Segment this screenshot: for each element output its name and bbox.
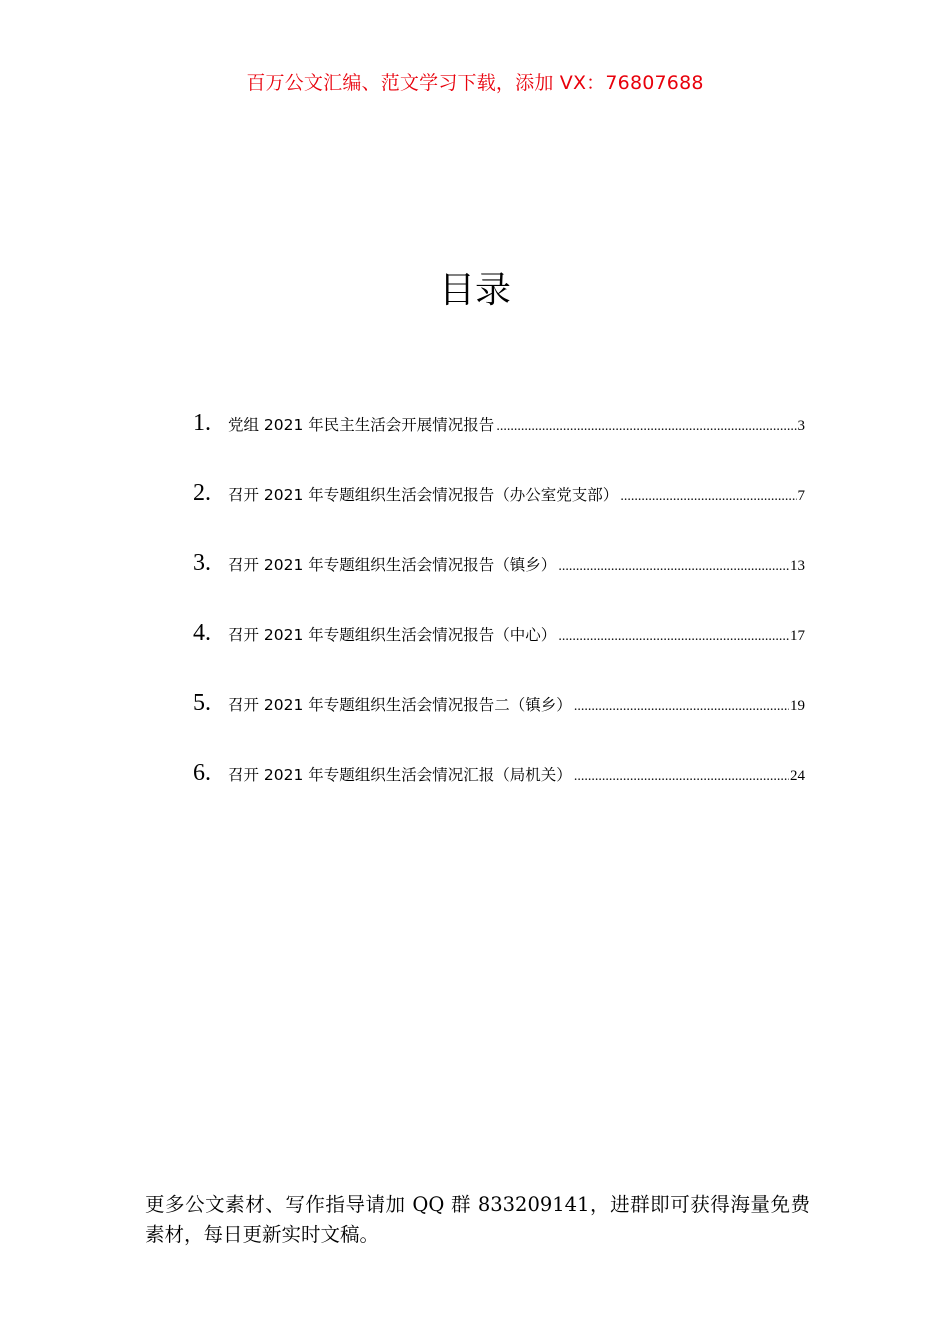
toc-entry-page: 17 (790, 628, 805, 644)
toc-entry-title: 召开 2021 年专题组织生活会情况报告二（镇乡） (228, 696, 572, 714)
header-banner: 百万公文汇编、范文学习下载，添加 VX：76807688 (246, 72, 704, 94)
page-title: 目录 (438, 270, 511, 311)
toc-entry-number: 3. (193, 550, 211, 576)
toc-entry-number: 6. (193, 760, 211, 786)
table-of-contents (193, 410, 805, 830)
toc-entry-number: 1. (193, 410, 211, 436)
toc-leader-dots (558, 629, 789, 645)
toc-entry-title: 召开 2021 年专题组织生活会情况报告（镇乡） (228, 556, 557, 574)
toc-leader-dots (574, 699, 789, 715)
footer-note: 更多公文素材、写作指导请加 QQ 群 833209141，进群即可获得海量免费素材，每日更新实时文稿。 (145, 1193, 810, 1246)
toc-entry-number: 5. (193, 690, 211, 716)
toc-entry-page: 7 (797, 488, 805, 504)
toc-entry[interactable] (193, 620, 805, 690)
toc-entry[interactable] (193, 550, 805, 620)
toc-entry-page: 13 (790, 558, 805, 574)
toc-entry-title: 召开 2021 年专题组织生活会情况汇报（局机关） (228, 766, 572, 784)
toc-leader-dots (558, 559, 789, 575)
toc-entry-title: 召开 2021 年专题组织生活会情况报告（中心） (228, 626, 557, 644)
toc-entry-number: 2. (193, 480, 211, 506)
toc-entry[interactable] (193, 690, 805, 760)
toc-entry-title: 党组 2021 年民主生活会开展情况报告 (228, 416, 495, 434)
toc-entry-number: 4. (193, 620, 211, 646)
toc-leader-dots (574, 769, 789, 785)
toc-entry-page: 19 (790, 698, 805, 714)
toc-entry[interactable] (193, 410, 805, 480)
toc-entry[interactable] (193, 480, 805, 550)
toc-entry-page: 24 (790, 768, 805, 784)
toc-entry-page: 3 (797, 418, 805, 434)
toc-leader-dots (496, 419, 796, 435)
toc-entry[interactable] (193, 760, 805, 830)
toc-leader-dots (620, 489, 796, 505)
toc-entry-title: 召开 2021 年专题组织生活会情况报告（办公室党支部） (228, 486, 619, 504)
